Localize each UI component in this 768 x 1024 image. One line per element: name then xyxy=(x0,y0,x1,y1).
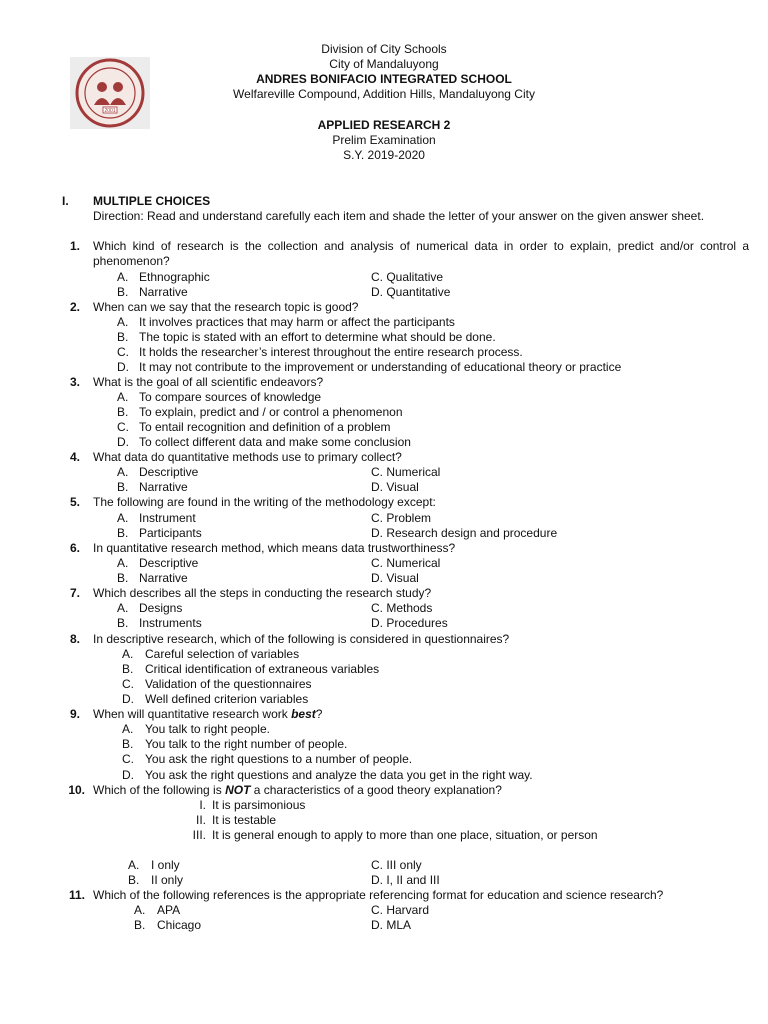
option-a: A. Careful selection of variables xyxy=(122,647,300,661)
option-a: A. APA xyxy=(134,903,181,917)
question-text: In quantitative research method, which means data trustworthiness? xyxy=(93,541,456,555)
option-a: A. Instrument xyxy=(117,511,196,525)
option-c: C. Harvard xyxy=(371,903,430,917)
city-line: City of Mandaluyong xyxy=(329,57,439,71)
subject-title: APPLIED RESEARCH 2 xyxy=(317,118,451,132)
option-c: C. Methods xyxy=(371,601,433,615)
option-d: D. Quantitative xyxy=(371,285,451,299)
option-d: D. It may not contribute to the improvement or understanding of educational theory or practice xyxy=(117,360,622,374)
roman-item-3: III. It is general enough to apply to more than one place, situation, or person xyxy=(192,828,598,842)
option-d: D. I, II and III xyxy=(371,873,440,887)
division-line: Division of City Schools xyxy=(321,42,447,56)
question-number: 9. xyxy=(69,707,80,721)
section-numeral: I. xyxy=(62,194,69,208)
question-number: 4. xyxy=(69,450,80,464)
question-text: When will quantitative research work best? xyxy=(93,707,323,721)
question-text: When can we say that the research topic is good? xyxy=(93,300,359,314)
option-c: C. You ask the right questions to a number of people. xyxy=(122,752,413,766)
option-b: B. Narrative xyxy=(117,285,188,299)
option-a: A. It involves practices that may harm or affect the participants xyxy=(117,315,455,329)
question-number: 10. xyxy=(68,783,85,797)
option-b: B. The topic is stated with an effort to determine what should be done. xyxy=(117,330,496,344)
letterhead xyxy=(0,42,768,102)
question-text: Which of the following is NOT a characteristics of a good theory explanation? xyxy=(93,783,502,797)
option-c: C. III only xyxy=(371,858,422,872)
question-text: Which kind of research is the collection and analysis of numerical data in order to explain, predict and/or control a phenomenon? xyxy=(93,239,749,269)
option-d: D. Research design and procedure xyxy=(371,526,558,540)
question-number: 3. xyxy=(69,375,80,389)
option-c: C. Problem xyxy=(371,511,432,525)
question-text: Which of the following references is the appropriate referencing format for education and science research? xyxy=(93,888,664,902)
option-b: B. II only xyxy=(128,873,184,887)
question-number: 2. xyxy=(69,300,80,314)
option-a: A. You talk to right people. xyxy=(122,722,270,736)
question-number: 7. xyxy=(69,586,80,600)
option-b: B. Participants xyxy=(117,526,202,540)
roman-item-1: I. It is parsimonious xyxy=(199,798,306,812)
direction-text: Direction: Read and understand carefully each item and shade the letter of your answer on the given answer sheet. xyxy=(93,209,705,223)
question-text: What is the goal of all scientific endeavors? xyxy=(93,375,324,389)
option-b: B. Critical identification of extraneous variables xyxy=(122,662,380,676)
option-b: B. Narrative xyxy=(117,571,188,585)
section-title: MULTIPLE CHOICES xyxy=(93,194,211,208)
option-b: B. To explain, predict and / or control a phenomenon xyxy=(117,405,403,419)
question-text: The following are found in the writing of the methodology except: xyxy=(93,495,436,509)
school-name: ANDRES BONIFACIO INTEGRATED SCHOOL xyxy=(256,72,512,86)
option-a: A. Ethnographic xyxy=(117,270,210,284)
option-b: B. Chicago xyxy=(134,918,202,932)
school-address: Welfareville Compound, Addition Hills, Mandaluyong City xyxy=(233,87,535,101)
question-text: In descriptive research, which of the following is considered in questionnaires? xyxy=(93,632,510,646)
question-text: What data do quantitative methods use to primary collect? xyxy=(93,450,402,464)
question-text: Which describes all the steps in conducting the research study? xyxy=(93,586,432,600)
exam-type: Prelim Examination xyxy=(332,133,436,147)
option-a: A. I only xyxy=(128,858,180,872)
question-number: 1. xyxy=(69,239,80,253)
option-a: A. To compare sources of knowledge xyxy=(117,390,322,404)
option-b: B. Narrative xyxy=(117,480,188,494)
option-d: D. To collect different data and make some conclusion xyxy=(117,435,411,449)
option-c: C. Numerical xyxy=(371,556,441,570)
emphasis: best xyxy=(291,707,316,721)
option-b: B. Instruments xyxy=(117,616,202,630)
option-d: D. MLA xyxy=(371,918,412,932)
option-c: C. Validation of the questionnaires xyxy=(122,677,312,691)
seal-year: 2001 xyxy=(104,108,116,114)
roman-item-2: II. It is testable xyxy=(195,813,277,827)
option-d: D. Well defined criterion variables xyxy=(122,692,309,706)
option-c: C. Qualitative xyxy=(371,270,444,284)
option-c: C. To entail recognition and definition of a problem xyxy=(117,420,391,434)
question-number: 11. xyxy=(68,888,85,902)
school-year: S.Y. 2019-2020 xyxy=(343,148,425,162)
option-c: C. It holds the researcher’s interest throughout the entire research process. xyxy=(117,345,523,359)
option-a: A. Designs xyxy=(117,601,183,615)
option-a: A. Descriptive xyxy=(117,556,199,570)
option-a: A. Descriptive xyxy=(117,465,199,479)
option-d: D. Visual xyxy=(371,571,419,585)
option-d: D. Procedures xyxy=(371,616,448,630)
option-d: D. You ask the right questions and analyze the data you get in the right way. xyxy=(122,768,533,782)
exam-title-block xyxy=(0,118,768,163)
question-number: 5. xyxy=(69,495,80,509)
emphasis: NOT xyxy=(225,783,251,797)
option-b: B. You talk to the right number of people. xyxy=(122,737,348,751)
option-d: D. Visual xyxy=(371,480,419,494)
option-c: C. Numerical xyxy=(371,465,441,479)
question-number: 8. xyxy=(69,632,80,646)
question-number: 6. xyxy=(69,541,80,555)
